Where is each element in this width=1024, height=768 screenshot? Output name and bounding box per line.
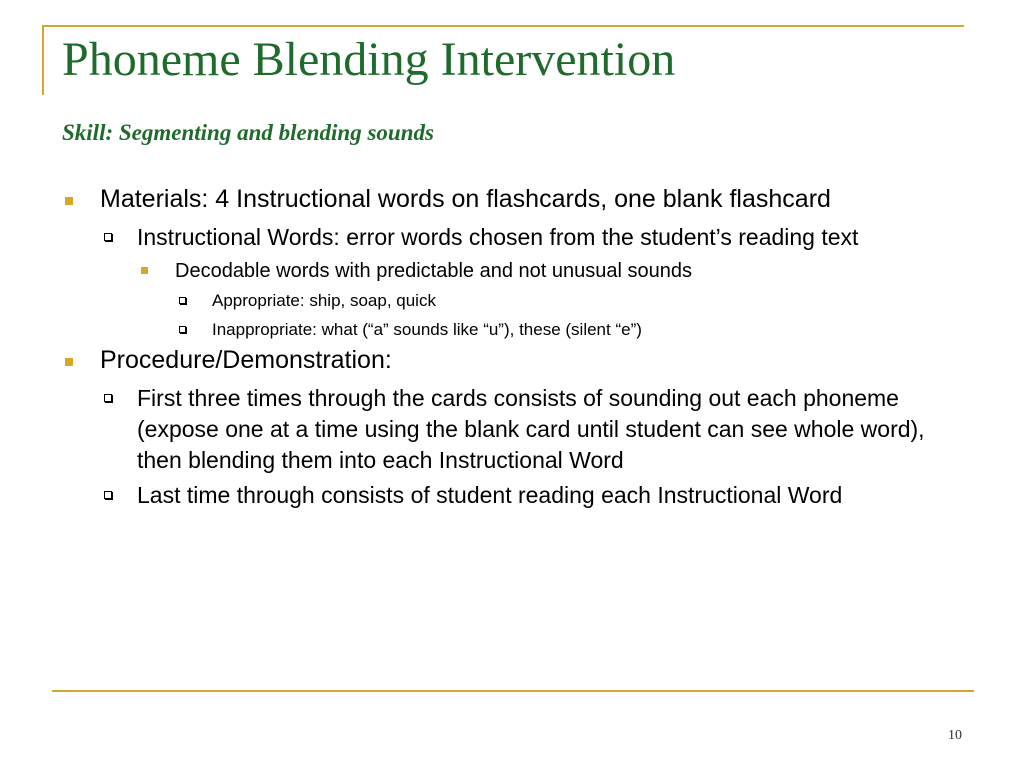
bullet-first-three-times — [100, 383, 972, 476]
bullet-last-time — [100, 480, 972, 511]
bullet-materials — [62, 184, 972, 215]
slide-subtitle: Skill: Segmenting and blending sounds — [62, 120, 434, 145]
frame-top-line — [42, 25, 964, 27]
bullet-last-time-text: Last time through consists of student reading each Instructional Word — [137, 482, 843, 508]
bullet-inappropriate — [175, 316, 972, 344]
frame-left-line — [42, 25, 44, 95]
box-bullet-icon — [179, 326, 186, 333]
bullet-decodable-words-text: Decodable words with predictable and not unusual sounds — [175, 260, 693, 282]
bullet-instructional-words-text: Instructional Words: error words chosen from the student’s reading text — [137, 224, 859, 250]
bullet-materials-text: Materials: 4 Instructional words on flashcards, one blank flashcard — [100, 185, 831, 213]
bullet-inappropriate-text: Inappropriate: what (“a” sounds like “u”), these (silent “e”) — [212, 320, 642, 339]
slide-title: Phoneme Blending Intervention — [62, 33, 676, 86]
bullet-decodable-words — [137, 257, 972, 285]
box-bullet-icon — [104, 491, 112, 499]
bullet-appropriate — [175, 287, 972, 315]
square-bullet-icon — [65, 358, 73, 366]
bullet-first-three-times-text: First three times through the cards consists of sounding out each phoneme (expose one at a time using the blank card until student can see whole word), then blending them into each Instructional Word — [137, 385, 925, 473]
bullet-procedure — [62, 345, 972, 376]
bullet-instructional-words — [100, 222, 972, 253]
box-bullet-icon — [104, 233, 112, 241]
bullet-list — [62, 184, 972, 515]
bullet-appropriate-text: Appropriate: ship, soap, quick — [212, 291, 436, 310]
box-bullet-icon — [104, 394, 112, 402]
page-number: 10 — [948, 728, 962, 743]
bullet-procedure-text: Procedure/Demonstration: — [100, 346, 392, 374]
square-bullet-icon — [141, 267, 148, 274]
square-bullet-icon — [65, 197, 73, 205]
box-bullet-icon — [179, 297, 186, 304]
footer-divider-line — [52, 690, 974, 692]
